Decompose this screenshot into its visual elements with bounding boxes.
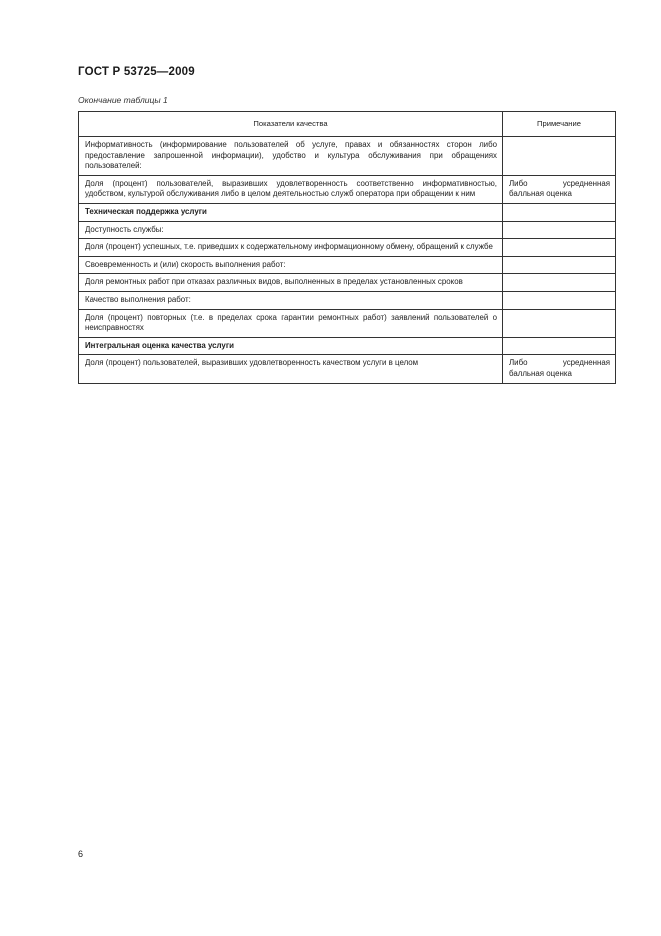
note-cell xyxy=(503,239,616,257)
column-header-note: Примечание xyxy=(503,112,616,137)
section-row xyxy=(79,203,616,221)
table-row xyxy=(79,256,616,274)
indicator-cell: Доля (процент) успешных, т.е. приведших к содержательному информационному обмену, обращений к службе xyxy=(79,239,503,257)
table-row xyxy=(79,137,616,176)
note-cell xyxy=(503,256,616,274)
note-cell: Либо усредненная балльная оценка xyxy=(503,355,616,383)
indicator-cell: Доля (процент) пользователей, выразивших удовлетворенность соответственно информативностью, удобством, культурой обслуживания либо в целом деятельностью служб оператора при обращении к ним xyxy=(79,175,503,203)
column-header-indicators: Показатели качества xyxy=(79,112,503,137)
note-cell xyxy=(503,291,616,309)
note-cell xyxy=(503,337,616,355)
page-number: 6 xyxy=(78,849,84,859)
table-caption: Окончание таблицы 1 xyxy=(78,95,168,105)
quality-indicators-table xyxy=(78,111,616,384)
section-heading-cell: Интегральная оценка качества услуги xyxy=(79,337,503,355)
note-cell xyxy=(503,309,616,337)
indicator-cell: Информативность (информирование пользователей об услуге, правах и обязанностях сторон либо предоставление запрошенной информации), удобство и культура обслуживания при обращениях пользователей: xyxy=(79,137,503,176)
note-cell xyxy=(503,203,616,221)
table-row xyxy=(79,291,616,309)
note-cell xyxy=(503,221,616,239)
table-row xyxy=(79,309,616,337)
table-row xyxy=(79,355,616,383)
document-code: ГОСТ Р 53725—2009 xyxy=(78,66,195,78)
indicator-cell: Доля ремонтных работ при отказах различных видов, выполненных в пределах установленных сроков xyxy=(79,274,503,292)
indicator-cell: Доля (процент) пользователей, выразивших удовлетворенность качеством услуги в целом xyxy=(79,355,503,383)
note-cell: Либо усредненная балльная оценка xyxy=(503,175,616,203)
table-header-row xyxy=(79,112,616,137)
indicator-cell: Своевременность и (или) скорость выполнения работ: xyxy=(79,256,503,274)
section-heading-cell: Техническая поддержка услуги xyxy=(79,203,503,221)
table-row xyxy=(79,221,616,239)
table-row xyxy=(79,175,616,203)
indicator-cell: Качество выполнения работ: xyxy=(79,291,503,309)
note-cell xyxy=(503,137,616,176)
note-cell xyxy=(503,274,616,292)
indicator-cell: Доступность службы: xyxy=(79,221,503,239)
table-row xyxy=(79,239,616,257)
section-row xyxy=(79,337,616,355)
indicator-cell: Доля (процент) повторных (т.е. в пределах срока гарантии ремонтных работ) заявлений пользователей о неисправностях xyxy=(79,309,503,337)
table-row xyxy=(79,274,616,292)
